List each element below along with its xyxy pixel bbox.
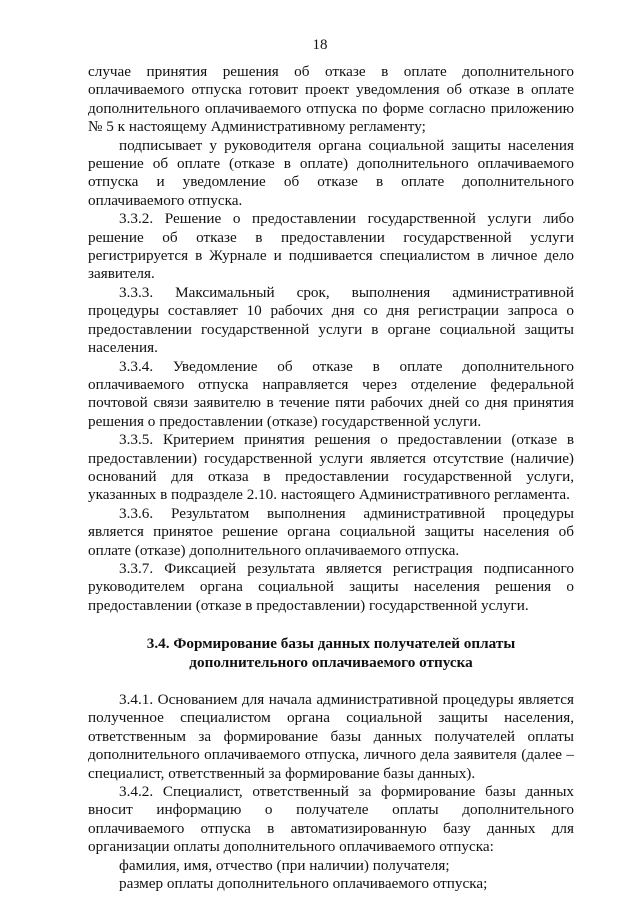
- section-heading-line-1: 3.4. Формирование базы данных получателей оплаты: [146, 635, 516, 653]
- paragraph: 3.3.2. Решение о предоставлении государственной услуги либо решение об отказе в предоставлении государственной услуги регистрируется в Журнале и подшивается специалистом в личное дело заявителя.: [88, 210, 574, 283]
- paragraphs-after-heading: [88, 691, 574, 893]
- paragraph: 3.3.6. Результатом выполнения административной процедуры является принятое решение органа социальной защиты населения об оплате (отказе) дополнительного оплачиваемого отпуска.: [88, 504, 574, 559]
- paragraph: 3.3.4. Уведомление об отказе в оплате дополнительного оплачиваемого отпуска направляется через отделение федеральной почтовой связи заявителю в течение пяти рабочих дней со дня принятия решения о предоставлении (отказе) государственной услуги.: [88, 357, 574, 430]
- paragraph: фамилия, имя, отчество (при наличии) получателя;: [119, 856, 450, 874]
- paragraph: 3.3.7. Фиксацией результата является регистрация подписанного руководителем органа социальной защиты населения решения о предоставлении (отказе в предоставлении) государственной услуги.: [88, 559, 574, 614]
- paragraph: размер оплаты дополнительного оплачиваемого отпуска;: [119, 875, 488, 893]
- paragraph: 3.3.3. Максимальный срок, выполнения административной процедуры составляет 10 рабочих дня со дня регистрации запроса о предоставлении государственной услуги в органе социальной защиты населения.: [88, 283, 574, 357]
- paragraph: случае принятия решения об отказе в оплате дополнительного оплачиваемого отпуска готовит проект уведомления об отказе в оплате дополнительного оплачиваемого отпуска по форме согласно приложению № 5 к настоящему Административному регламенту;: [88, 63, 574, 136]
- document-body: [88, 63, 574, 893]
- section-heading-line-2: дополнительного оплачиваемого отпуска: [189, 653, 473, 671]
- paragraph: подписывает у руководителя органа социальной защиты населения решение об оплате (отказе в оплате) дополнительного оплачиваемого отпуска и уведомление об отказе в оплате дополнительного оплачиваемого отпуска.: [88, 136, 574, 209]
- section-heading: [88, 635, 574, 672]
- paragraphs-before-heading: [88, 63, 574, 615]
- page-number: 18: [312, 37, 328, 53]
- paragraph: 3.4.2. Специалист, ответственный за формирование базы данных вносит информацию о получателе оплаты дополнительного оплачиваемого отпуска в автоматизированную базу данных для организации оплаты дополнительного оплачиваемого отпуска:: [88, 783, 574, 856]
- paragraph: 3.4.1. Основанием для начала административной процедуры является полученное специалистом органа социальной защиты населения, ответственным за формирование базы данных получателей оплаты дополнительного оплачиваемого отпуска, личного дела заявителя (далее – специалист, ответственный за формирование базы данных).: [88, 691, 574, 782]
- paragraph: 3.3.5. Критерием принятия решения о предоставлении (отказе в предоставлении) государственной услуги является отсутствие (наличие) оснований для отказа в предоставлении государственной услуги, указанных в подразделе 2.10. настоящего Административного регламента.: [88, 431, 574, 504]
